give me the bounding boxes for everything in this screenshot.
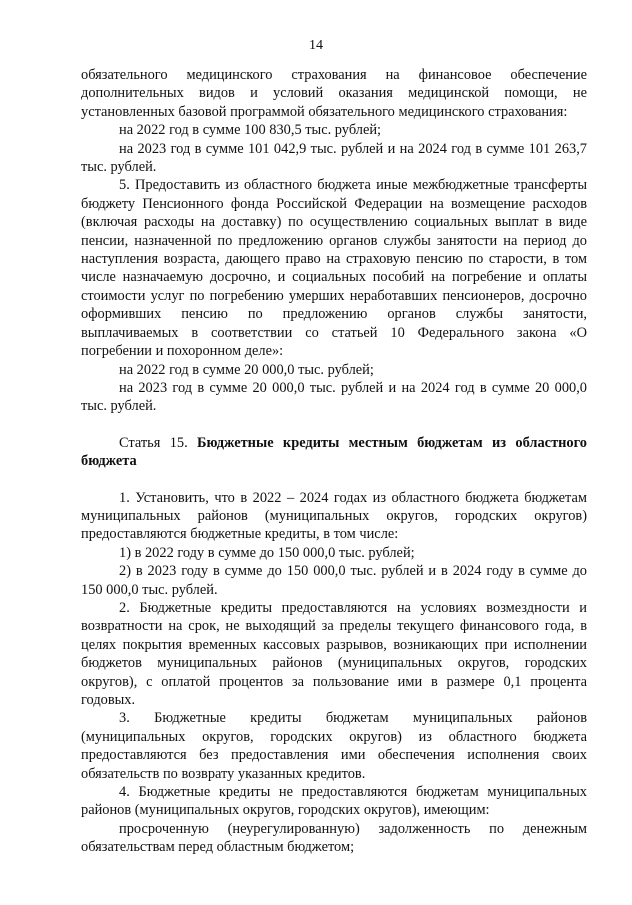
- paragraph: на 2023 год в сумме 20 000,0 тыс. рублей и на 2024 год в сумме 20 000,0 тыс. рублей.: [81, 379, 587, 415]
- article-prefix: Статья 15.: [119, 434, 198, 451]
- paragraph: на 2022 год в сумме 20 000,0 тыс. рублей;: [119, 361, 374, 378]
- article-title: Бюджетные кредиты местным бюджетам из областного бюджета: [81, 434, 587, 470]
- paragraph: на 2023 год в сумме 101 042,9 тыс. рублей и на 2024 год в сумме 101 263,7 тыс. рублей.: [81, 140, 587, 176]
- paragraph: 2) в 2023 году в сумме до 150 000,0 тыс. рублей и в 2024 году в сумме до 150 000,0 тыс. рублей.: [81, 563, 587, 598]
- document-body: [81, 66, 587, 857]
- paragraph: 5. Предоставить из областного бюджета иные межбюджетные трансферты бюджету Пенсионного фонда Российской Федерации на возмещение расходов (включая расходы на доставку) по осуществлению социальных выплат в виде пенсии, назначенной по предложению органов службы занятости на период до наступления возраста, дающего право на страховую пенсию по старости, в том числе назначаемую досрочно, и социальных пособий на погребение и оплаты стоимости услуг по погребению умерших неработавших пенсионеров, досрочно оформивших пенсию по предложению органов службы занятости, выплачиваемых в соответствии со статьей 10 Федерального закона «О погребении и похоронном деле»:: [81, 177, 587, 360]
- spacer: [81, 416, 587, 434]
- article-heading: [81, 434, 587, 471]
- paragraph: на 2022 год в сумме 100 830,5 тыс. рублей;: [119, 122, 382, 139]
- paragraph: 3. Бюджетные кредиты бюджетам муниципальных районов (муниципальных округов, городских округов) из областного бюджета предоставляются без предоставления ими обеспечения исполнения своих обязательств по возврату указанных кредитов.: [81, 710, 587, 782]
- spacer: [81, 471, 587, 489]
- paragraph: просроченную (неурегулированную) задолженность по денежным обязательствам перед областным бюджетом;: [81, 820, 587, 856]
- paragraph: обязательного медицинского страхования на финансовое обеспечение дополнительных видов и условий оказания медицинской помощи, не установленных базовой программой обязательного медицинского страхования:: [81, 67, 587, 120]
- paragraph: 4. Бюджетные кредиты не предоставляются бюджетам муниципальных районов (муниципальных округов, городских округов), имеющим:: [81, 784, 587, 819]
- paragraph: 1. Установить, что в 2022 – 2024 годах из областного бюджета бюджетам муниципальных районов (муниципальных округов, городских округов) предоставляются бюджетные кредиты, в том числе:: [81, 489, 587, 543]
- page-number: 14: [309, 38, 323, 53]
- paragraph: 2. Бюджетные кредиты предоставляются на условиях возмездности и возвратности на срок, не выходящий за пределы текущего финансового года, в целях покрытия временных кассовых разрывов, возникающих при исполнении бюджетов муниципальных районов (муниципальных округов, городских округов), с оплатой процентов за пользование ими в размере 0,1 процента годовых.: [81, 599, 587, 708]
- paragraph: 1) в 2022 году в сумме до 150 000,0 тыс. рублей;: [119, 544, 415, 561]
